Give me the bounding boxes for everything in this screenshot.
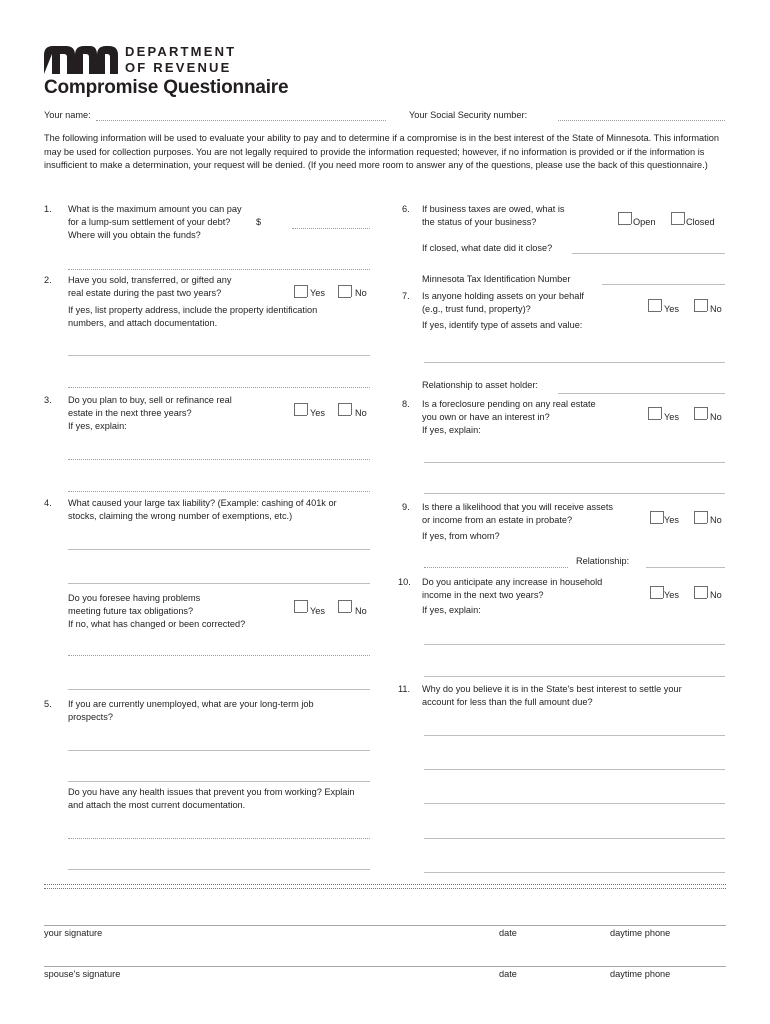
q11-answer-line2[interactable] [424, 769, 725, 770]
q4-line1: What caused your large tax liability? (Example: cashing of 401k or [68, 498, 337, 508]
q10-yes-checkbox[interactable] [650, 586, 663, 599]
q7-no-checkbox[interactable] [694, 299, 707, 312]
q3-yes-label: Yes [310, 408, 325, 418]
relationship-asset-field[interactable] [558, 393, 725, 394]
your-name-field[interactable] [96, 120, 386, 121]
q2-answer-line1[interactable] [68, 355, 370, 356]
q4b-yes-label: Yes [310, 606, 325, 616]
q3-number: 3. [44, 395, 52, 405]
q6-line1: If business taxes are owed, what is [422, 204, 565, 214]
q4b-yes-checkbox[interactable] [294, 600, 307, 613]
ssn-field[interactable] [558, 120, 725, 121]
q9-line3: If yes, from whom? [422, 531, 500, 541]
q3-line2: estate in the next three years? [68, 408, 192, 418]
q3-line3: If yes, explain: [68, 421, 127, 431]
mn-tax-id-field[interactable] [602, 284, 725, 285]
q10-no-label: No [710, 590, 722, 600]
q9-no-checkbox[interactable] [694, 511, 707, 524]
q7-yes-label: Yes [664, 304, 679, 314]
q4-answer-line2[interactable] [68, 583, 370, 584]
q2-line3: If yes, list property address, include the property identification [68, 305, 318, 315]
q11-answer-line5[interactable] [424, 872, 725, 873]
q4b-line1: Do you foresee having problems [68, 593, 201, 603]
q7-number: 7. [402, 291, 410, 301]
q5-answer-line2[interactable] [68, 781, 370, 782]
q8-line1: Is a foreclosure pending on any real estate [422, 399, 596, 409]
q4b-no-label: No [355, 606, 367, 616]
q2-line4: numbers, and attach documentation. [68, 318, 218, 328]
q8-answer-line1[interactable] [424, 462, 725, 463]
q4-number: 4. [44, 498, 52, 508]
q8-no-label: No [710, 412, 722, 422]
q8-yes-label: Yes [664, 412, 679, 422]
spouse-signature-label: spouse's signature [44, 969, 121, 979]
mn-logo [44, 46, 118, 74]
q11-line2: account for less than the full amount due? [422, 697, 593, 707]
q6-close-date-field[interactable] [572, 253, 725, 254]
q10-number: 10. [398, 577, 411, 587]
q11-line1: Why do you believe it is in the State's best interest to settle your [422, 684, 682, 694]
q7-line2: (e.g., trust fund, property)? [422, 304, 531, 314]
q9-line2: or income from an estate in probate? [422, 515, 573, 525]
intro-paragraph: The following information will be used to evaluate your ability to pay and to determine if a compromise is in the best interest of the State of Minnesota. This information may be used for collection purposes. You are not legally required to provide the information requested; however, if no information is provided or if the information is insufficient to make a determination, your request will be denied. (If you need more room to answer any of the questions, please use the back of this questionnaire.) [44, 133, 719, 170]
q1-line1: What is the maximum amount you can pay [68, 204, 242, 214]
q3-line1: Do you plan to buy, sell or refinance real [68, 395, 232, 405]
spouse-signature-line[interactable] [44, 966, 726, 967]
q5b-answer-line1[interactable] [68, 838, 370, 839]
q11-answer-line3[interactable] [424, 803, 725, 804]
q4b-line2: meeting future tax obligations? [68, 606, 194, 616]
q2-answer-line2[interactable] [68, 387, 370, 388]
q8-line2: you own or have an interest in? [422, 412, 550, 422]
q1-line2: for a lump-sum settlement of your debt? [68, 217, 231, 227]
q6-closed-checkbox[interactable] [671, 212, 684, 225]
q2-yes-checkbox[interactable] [294, 285, 307, 298]
q11-answer-line4[interactable] [424, 838, 725, 839]
q5b-line1: Do you have any health issues that prevent you from working? Explain [68, 787, 355, 797]
q2-no-checkbox[interactable] [338, 285, 351, 298]
your-signature-line[interactable] [44, 925, 726, 926]
q6-line3: If closed, what date did it close? [422, 243, 553, 253]
q7-line1: Is anyone holding assets on your behalf [422, 291, 584, 301]
q9-yes-checkbox[interactable] [650, 511, 663, 524]
q10-line3: If yes, explain: [422, 605, 481, 615]
q8-answer-line2[interactable] [424, 493, 725, 494]
dollar-sign: $ [256, 217, 262, 227]
your-phone-label: daytime phone [610, 928, 671, 938]
q10-no-checkbox[interactable] [694, 586, 707, 599]
mn-tax-id-label: Minnesota Tax Identification Number [422, 274, 571, 284]
q8-line3: If yes, explain: [422, 425, 481, 435]
q1-number: 1. [44, 204, 52, 214]
department-line2: OF REVENUE [125, 60, 232, 75]
q7-yes-checkbox[interactable] [648, 299, 661, 312]
q6-open-checkbox[interactable] [618, 212, 631, 225]
q6-open-label: Open [633, 217, 656, 227]
q10-answer-line1[interactable] [424, 644, 725, 645]
q3-answer-line1[interactable] [68, 459, 370, 460]
q10-line2: income in the next two years? [422, 590, 544, 600]
q7-line3: If yes, identify type of assets and value: [422, 320, 583, 330]
page-title: Compromise Questionnaire [44, 77, 289, 98]
q6-closed-label: Closed [686, 217, 715, 227]
your-name-label: Your name: [44, 110, 91, 120]
q10-answer-line2[interactable] [424, 676, 725, 677]
section-divider [44, 884, 726, 889]
q2-no-label: No [355, 288, 367, 298]
q8-no-checkbox[interactable] [694, 407, 707, 420]
q9-number: 9. [402, 502, 410, 512]
spouse-phone-label: daytime phone [610, 969, 671, 979]
q9-from-whom-field[interactable] [424, 567, 568, 568]
q2-yes-label: Yes [310, 288, 325, 298]
q5-line1: If you are currently unemployed, what are your long-term job [68, 699, 314, 709]
q2-line1: Have you sold, transferred, or gifted any [68, 275, 232, 285]
q5-number: 5. [44, 699, 52, 709]
q7-no-label: No [710, 304, 722, 314]
q3-yes-checkbox[interactable] [294, 403, 307, 416]
q4b-answer-line1[interactable] [68, 655, 370, 656]
q4b-answer-line2[interactable] [68, 689, 370, 690]
q1-line3: Where will you obtain the funds? [68, 230, 201, 240]
ssn-label: Your Social Security number: [409, 110, 528, 120]
q9-yes-label: Yes [664, 515, 679, 525]
q5-line2: prospects? [68, 712, 113, 722]
q3-no-checkbox[interactable] [338, 403, 351, 416]
q10-line1: Do you anticipate any increase in household [422, 577, 603, 587]
q8-yes-checkbox[interactable] [648, 407, 661, 420]
q5b-line2: and attach the most current documentation. [68, 800, 246, 810]
q9-line1: Is there a likelihood that you will receive assets [422, 502, 613, 512]
q1-funds-field[interactable] [68, 269, 370, 270]
q3-no-label: No [355, 408, 367, 418]
q9-relationship-field[interactable] [646, 567, 725, 568]
q6-number: 6. [402, 204, 410, 214]
q5-answer-line1[interactable] [68, 750, 370, 751]
your-signature-label: your signature [44, 928, 103, 938]
department-line1: DEPARTMENT [125, 44, 237, 59]
q4b-line3: If no, what has changed or been corrected? [68, 619, 246, 629]
q1-amount-field[interactable] [292, 228, 370, 229]
q4b-no-checkbox[interactable] [338, 600, 351, 613]
q9-no-label: No [710, 515, 722, 525]
q6-line2: the status of your business? [422, 217, 537, 227]
q4-answer-line1[interactable] [68, 549, 370, 550]
q10-yes-label: Yes [664, 590, 679, 600]
q8-number: 8. [402, 399, 410, 409]
your-date-label: date [499, 928, 517, 938]
relationship-asset-label: Relationship to asset holder: [422, 380, 538, 390]
q7-answer-line[interactable] [424, 362, 725, 363]
q3-answer-line2[interactable] [68, 491, 370, 492]
q4-line2: stocks, claiming the wrong number of exemptions, etc.) [68, 511, 293, 521]
q9-relationship-label: Relationship: [576, 556, 630, 566]
q2-number: 2. [44, 275, 52, 285]
spouse-date-label: date [499, 969, 517, 979]
q11-answer-line1[interactable] [424, 735, 725, 736]
q11-number: 11. [398, 684, 411, 694]
q5b-answer-line2[interactable] [68, 869, 370, 870]
q2-line2: real estate during the past two years? [68, 288, 222, 298]
